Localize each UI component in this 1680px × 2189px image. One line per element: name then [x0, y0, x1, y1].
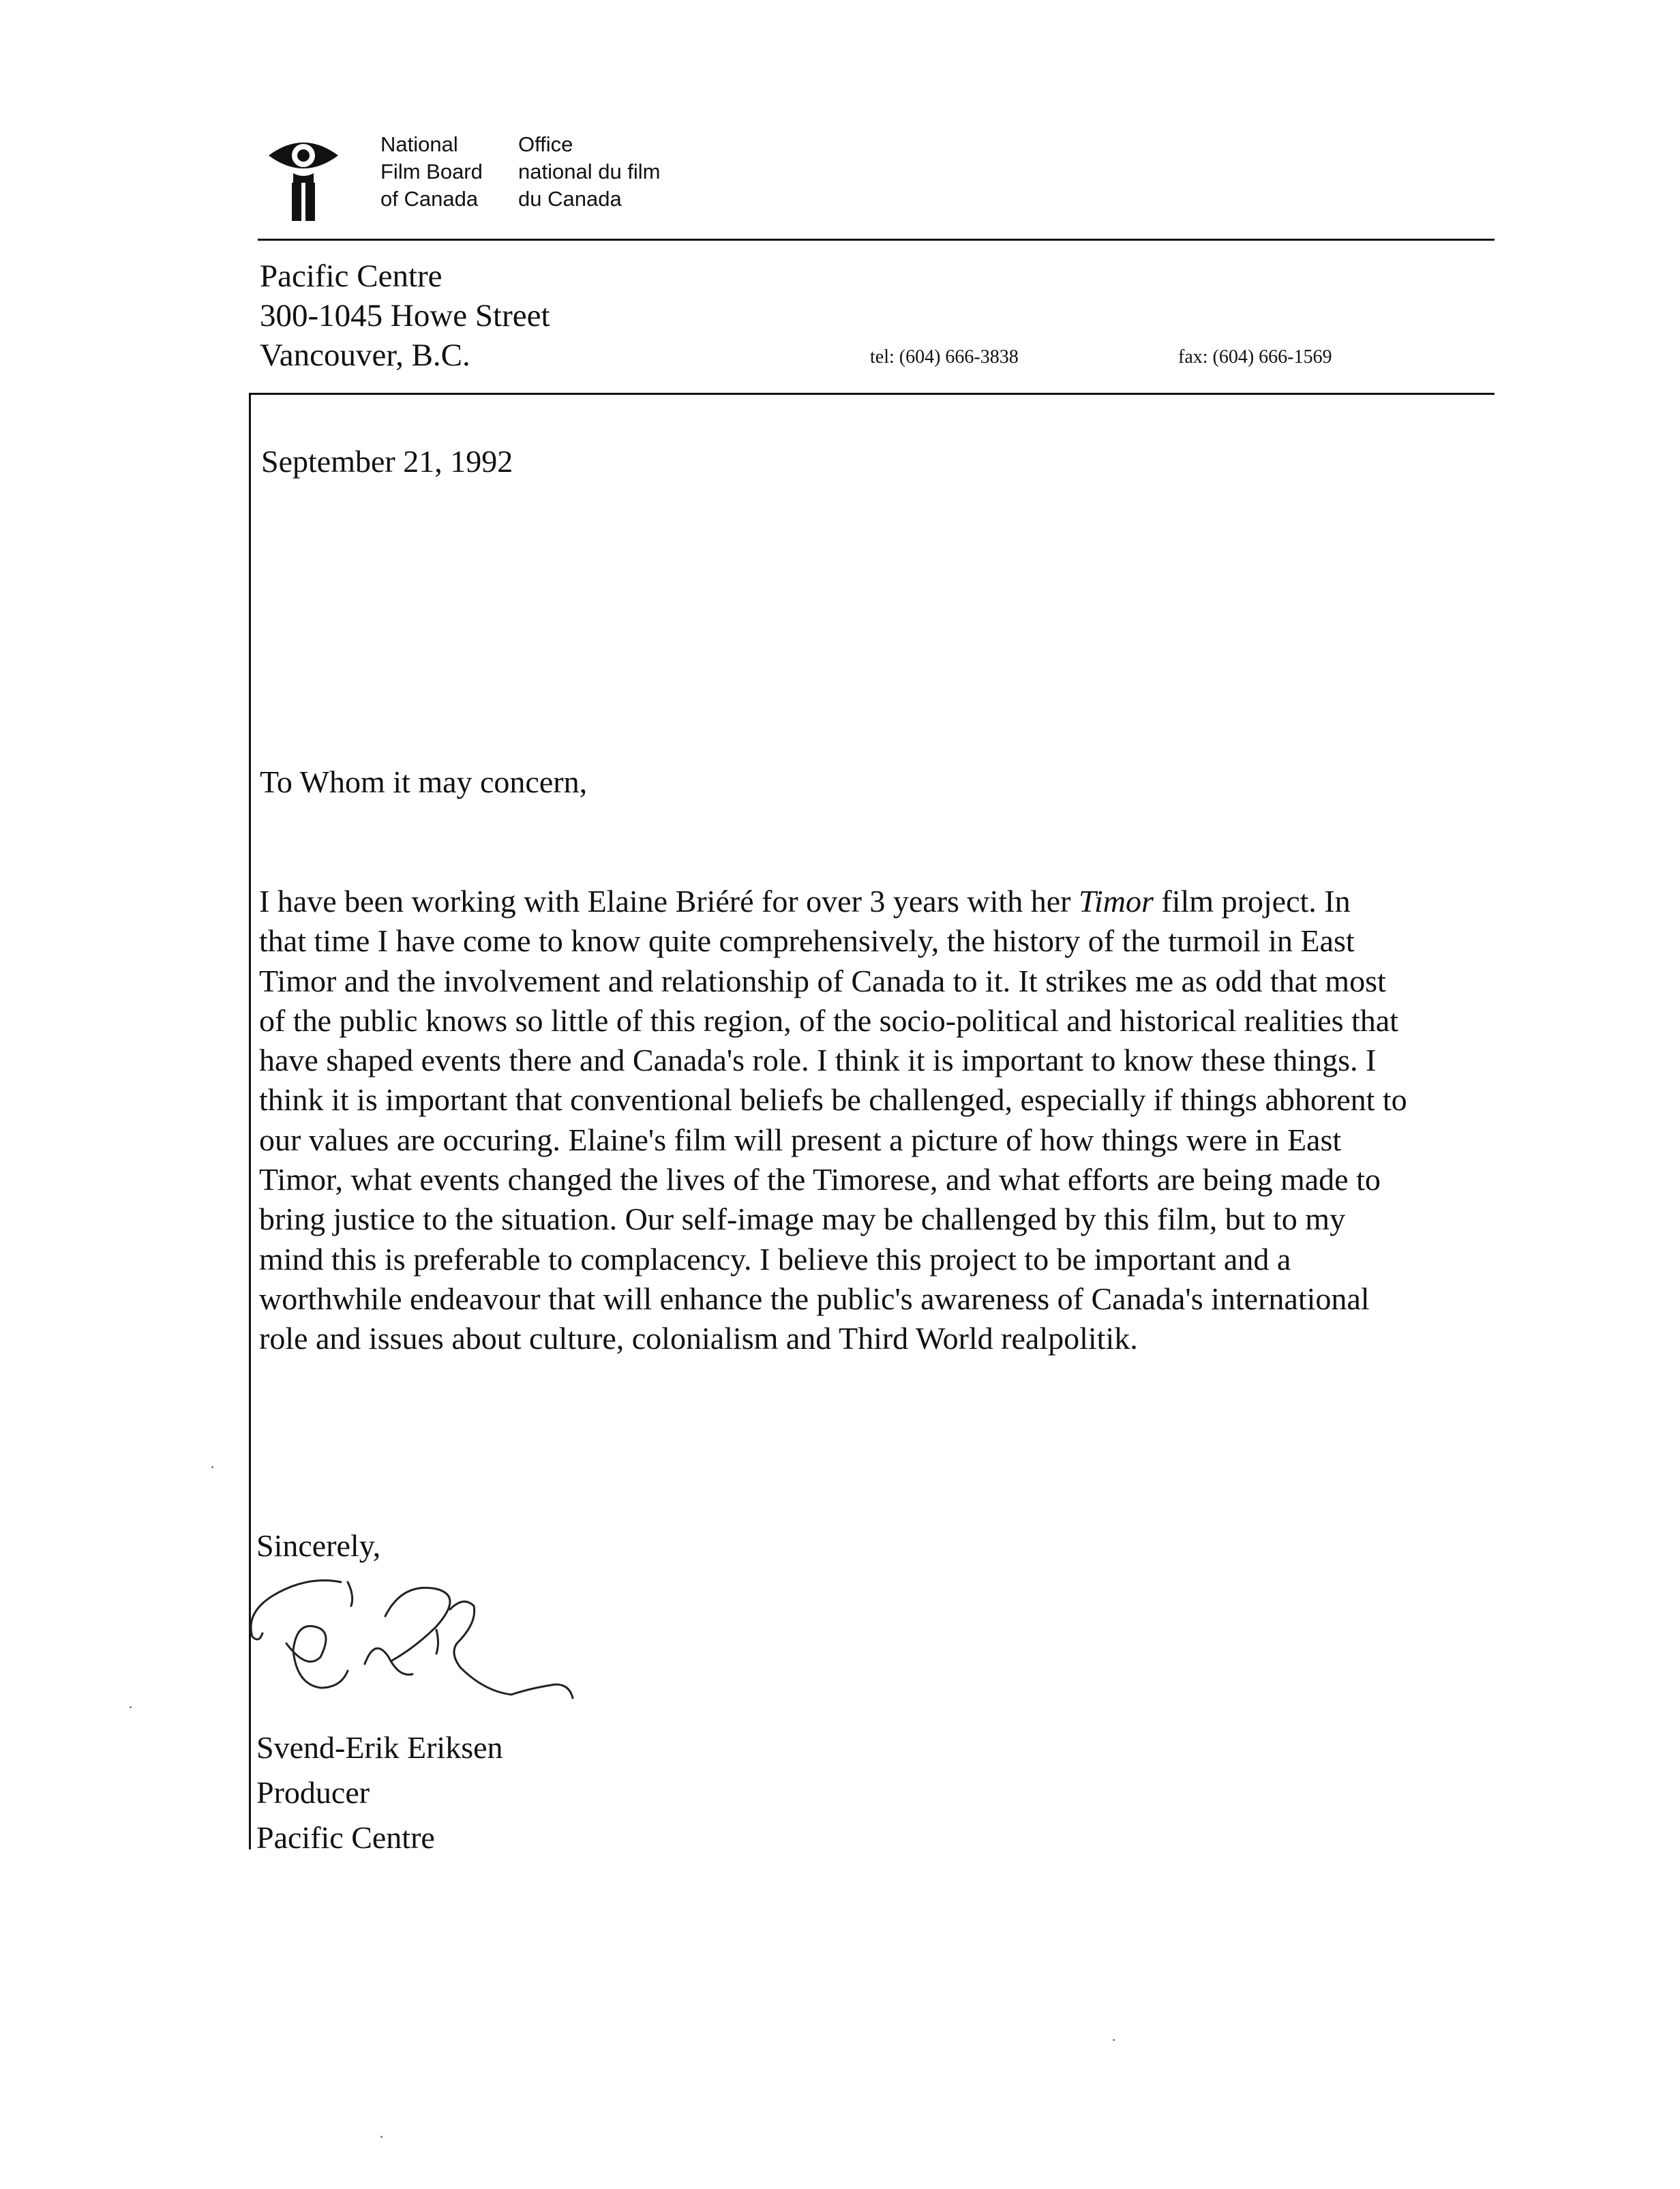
office-address — [260, 256, 550, 375]
letterhead-divider — [258, 239, 1495, 241]
org-name-line: national du film — [518, 160, 661, 183]
header-divider — [249, 393, 1495, 395]
signer-title: Producer — [256, 1775, 370, 1810]
scan-speck — [211, 1466, 213, 1468]
body-line: Timor and the involvement and relationship of Canada to it. It strikes me as odd that most — [259, 963, 1386, 998]
body-line: have shaped events there and Canada's role. I think it is important to know these things. I — [259, 1043, 1377, 1078]
signer-block — [256, 1728, 503, 1863]
address-line: Pacific Centre — [260, 258, 442, 294]
address-line: Vancouver, B.C. — [260, 338, 470, 373]
body-line: mind this is preferable to complacency. I believe this project to be important and a — [259, 1241, 1291, 1277]
closing: Sincerely, — [256, 1528, 381, 1563]
body-line-text: I have been working with Elaine Briéré for over 3 years with her — [259, 884, 1079, 919]
scan-speck — [1113, 2039, 1115, 2041]
letter-body — [259, 882, 1507, 1359]
body-line — [259, 882, 1507, 921]
body-line: Timor, what events changed the lives of the Timorese, and what efforts are being made to — [259, 1162, 1381, 1197]
scan-speck — [380, 2136, 382, 2138]
fax-number: fax: (604) 666-1569 — [1178, 346, 1332, 368]
org-name-line: National — [380, 132, 458, 156]
org-name-line: of Canada — [380, 187, 479, 211]
body-line-text: film project. In — [1153, 884, 1351, 919]
scan-speck — [130, 1706, 132, 1708]
org-name-english — [380, 131, 483, 213]
address-line: 300-1045 Howe Street — [260, 298, 550, 333]
nfb-eye-logo-icon — [266, 134, 341, 221]
org-name-line: Office — [518, 132, 573, 156]
body-line: worthwhile endeavour that will enhance the public's awareness of Canada's international — [259, 1281, 1370, 1316]
telephone-number: tel: (604) 666-3838 — [870, 346, 1019, 368]
film-title: Timor — [1078, 884, 1154, 919]
body-line: bring justice to the situation. Our self-image may be challenged by this film, but to my — [259, 1202, 1346, 1237]
org-name-line: du Canada — [518, 187, 622, 211]
org-name-french — [518, 131, 661, 213]
body-line: think it is important that conventional beliefs be challenged, especially if things abhorent to — [259, 1082, 1407, 1118]
signer-name: Svend-Erik Eriksen — [256, 1730, 503, 1765]
handwritten-signature — [232, 1555, 586, 1732]
body-line: of the public knows so little of this region, of the socio-political and historical realities that — [259, 1002, 1398, 1038]
body-line: our values are occuring. Elaine's film will present a picture of how things were in East — [259, 1122, 1342, 1157]
body-line: that time I have come to know quite comprehensively, the history of the turmoil in East — [259, 923, 1355, 959]
salutation: To Whom it may concern, — [260, 764, 588, 799]
signer-organization: Pacific Centre — [256, 1820, 435, 1855]
letter-date: September 21, 1992 — [261, 444, 513, 479]
body-line: role and issues about culture, colonialism and Third World realpolitik. — [259, 1321, 1138, 1356]
org-name-line: Film Board — [380, 160, 483, 183]
